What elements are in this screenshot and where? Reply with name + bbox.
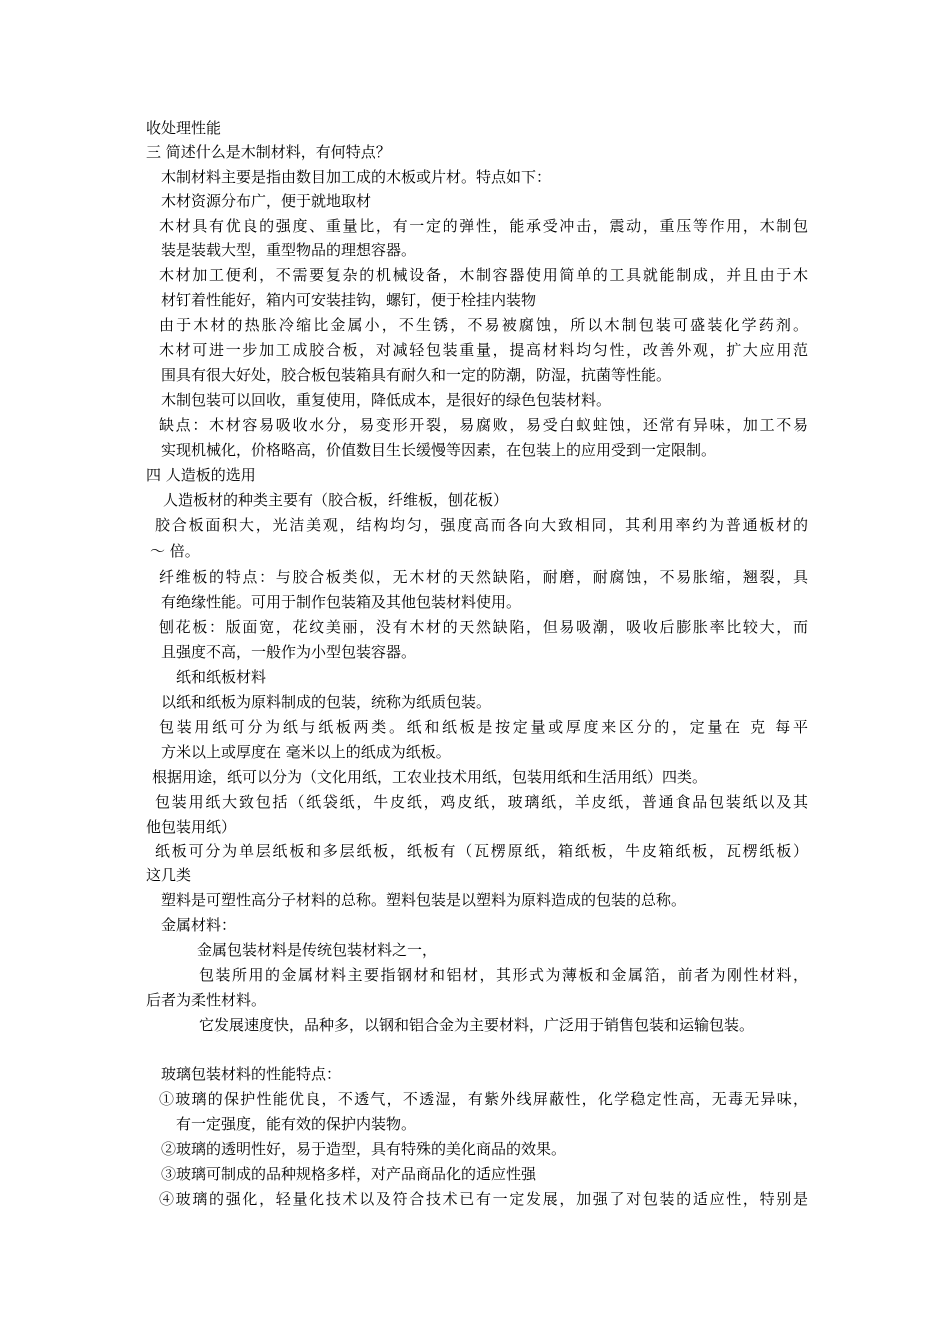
list-item: ③玻璃可制成的品种规格多样，对产品商品化的适应性强 [161,1165,537,1183]
text-line: 方米以上或厚度在 毫米以上的纸成为纸板。 [161,743,451,761]
text-line: 刨花板：版面宽，花纹美丽，没有木材的天然缺陷，但易吸潮，吸收后膨胀率比较大，而 [159,618,808,636]
text-line: 实现机械化，价格略高，价值数目生长缓慢等因素，在包装上的应用受到一定限制。 [161,441,717,459]
text-line: ～ 倍。 [150,542,200,560]
text-line: 纸板可分为单层纸板和多层纸板，纸板有（瓦楞原纸，箱纸板，牛皮箱纸板，瓦楞纸板） [155,842,808,860]
text-line: 包装用纸大致包括（纸袋纸，牛皮纸，鸡皮纸，玻璃纸，羊皮纸，普通食品包装纸以及其 [155,793,808,811]
list-item: ①玻璃的保护性能优良，不透气，不透湿，有紫外线屏蔽性，化学稳定性高，无毒无异味， [159,1090,808,1108]
section-heading: 金属材料： [161,916,237,934]
text-line: 木制材料主要是指由数目加工成的木板或片材。特点如下： [161,168,552,186]
text-line: 有绝缘性能。可用于制作包装箱及其他包装材料使用。 [161,593,522,611]
text-line: 包装用纸可分为纸与纸板两类。纸和纸板是按定量或厚度来区分的，定量在 克 每平 [159,718,808,736]
text-line: 根据用途，纸可以分为（文化用纸，工农业技术用纸，包装用纸和生活用纸）四类。 [152,768,708,786]
text-line: 木材加工便利，不需要复杂的机械设备，木制容器使用简单的工具就能制成，并且由于木 [159,266,808,284]
text-line: 他包装用纸） [146,818,237,836]
text-line: 木材可进一步加工成胶合板，对减轻包装重量，提高材料均匀性，改善外观，扩大应用范 [159,341,808,359]
list-item: ④玻璃的强化，轻量化技术以及符合技术已有一定发展，加强了对包装的适应性，特别是 [159,1190,808,1208]
text-line: 塑料是可塑性高分子材料的总称。塑料包装是以塑料为原料造成的包装的总称。 [161,891,687,909]
text-line: 胶合板面积大，光洁美观，结构均匀，强度高而各向大致相同，其利用率约为普通板材的 [155,516,808,534]
section-heading: 四 人造板的选用 [146,466,256,484]
text-line: 木材资源分布广，便于就地取材 [161,192,372,210]
text-line: 木制包装可以回收，重复使用，降低成本，是很好的绿色包装材料。 [161,391,612,409]
list-item: ②玻璃的透明性好，易于造型，具有特殊的美化商品的效果。 [161,1140,567,1158]
text-line: 木材具有优良的强度、重量比，有一定的弹性，能承受冲击，震动，重压等作用，木制包 [159,217,808,235]
text-line: 有一定强度，能有效的保护内装物。 [176,1115,417,1133]
text-line: 这几类 [146,866,192,884]
section-heading: 三 简述什么是木制材料，有何特点？ [146,143,391,161]
section-heading: 纸和纸板材料 [176,668,267,686]
text-line: 缺点：木材容易吸收水分，易变形开裂，易腐败，易受白蚁蛀蚀，还常有异味，加工不易 [159,416,808,434]
text-line: 后者为柔性材料。 [146,991,267,1009]
text-line: 人造板材的种类主要有（胶合板，纤维板，刨花板） [163,491,509,509]
text-line: 装是装载大型，重型物品的理想容器。 [161,241,417,259]
text-line: 收处理性能 [146,119,222,137]
text-line: 以纸和纸板为原料制成的包装，统称为纸质包装。 [161,693,492,711]
text-line: 包装所用的金属材料主要指钢材和铝材，其形式为薄板和金属箔，前者为刚性材料， [199,966,808,984]
text-line: 纤维板的特点：与胶合板类似，无木材的天然缺陷，耐磨，耐腐蚀，不易胀缩，翘裂，具 [159,568,808,586]
text-line: 由于木材的热胀冷缩比金属小，不生锈，不易被腐蚀，所以木制包装可盛装化学药剂。 [159,316,808,334]
text-line: 材钉着性能好，箱内可安装挂钩，螺钉，便于栓挂内装物 [161,291,537,309]
text-line: 它发展速度快，品种多，以钢和铝合金为主要材料，广泛用于销售包装和运输包装。 [199,1016,755,1034]
text-line: 围具有很大好处，胶合板包装箱具有耐久和一定的防潮，防湿，抗菌等性能。 [161,366,672,384]
section-heading: 玻璃包装材料的性能特点： [161,1065,342,1083]
text-line: 金属包装材料是传统包装材料之一， [197,941,438,959]
text-line: 且强度不高，一般作为小型包装容器。 [161,643,417,661]
